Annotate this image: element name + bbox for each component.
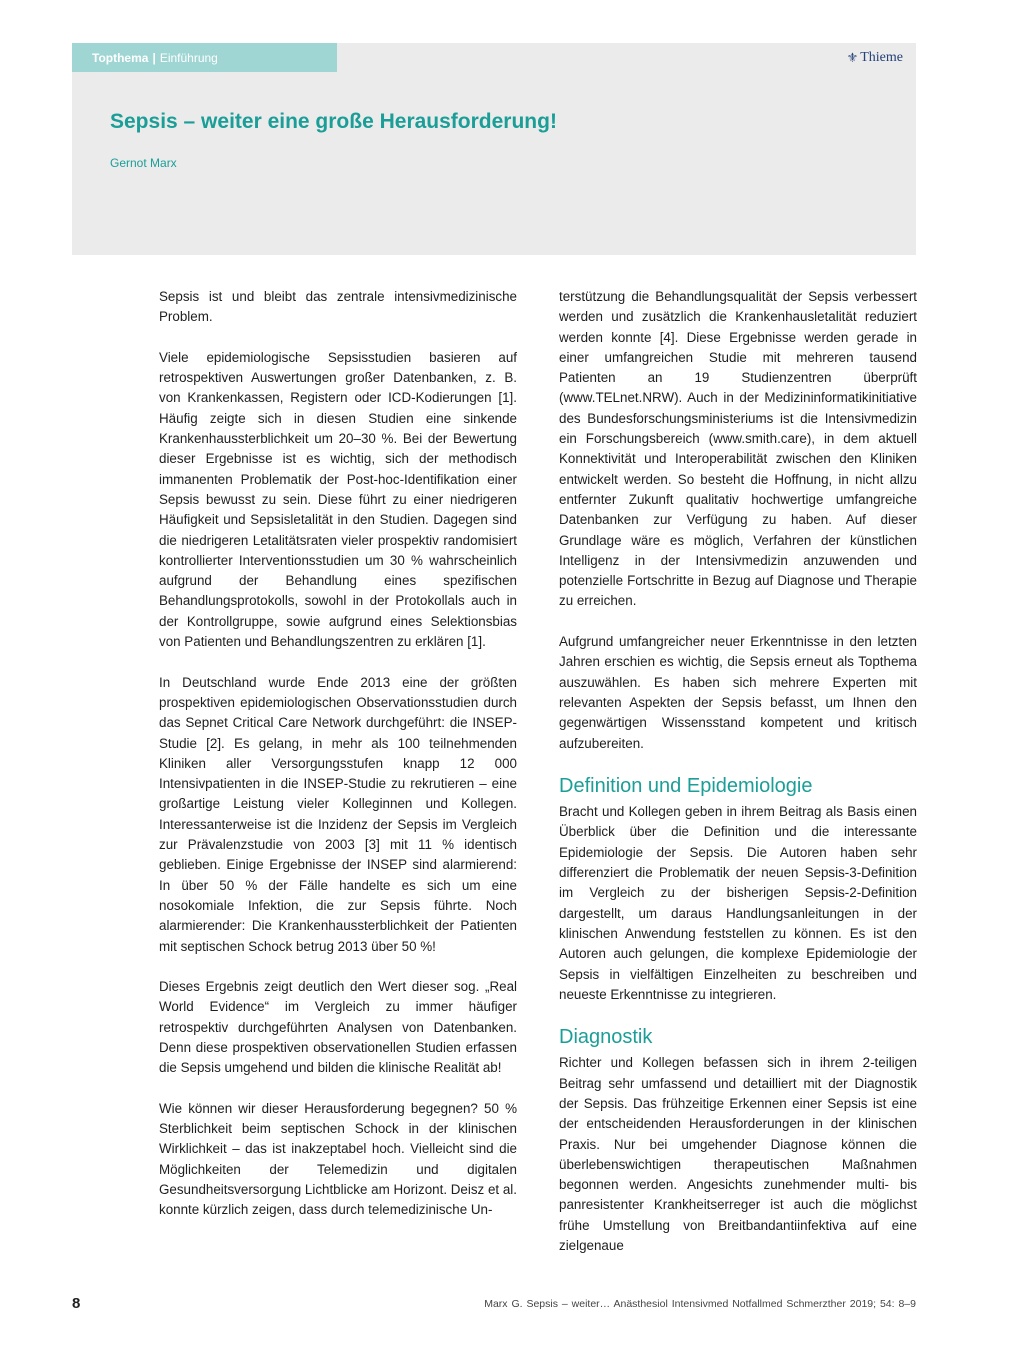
section-label: Topthema: [92, 50, 149, 65]
paragraph: Bracht und Kollegen geben in ihrem Beitrag als Basis einen Überblick über die Definition und die interessante Epidemiologie der Sepsis. Die Autoren haben sehr differenziert die Problematik der neuen Sepsis-3-Definition im Vergleich zu der bisherigen Sepsis-2-Definition dargestellt, um daraus Handlungsanleitungen in der klinischen Anwendung feststellen zu können. Es ist den Autoren auch gelungen, die komplexe Epidemiologie der Sepsis in vielfältigen Einzelheiten zu beschreiben und neueste Erkenntnisse zu integrieren.: [559, 804, 917, 1002]
paragraph: Sepsis ist und bleibt das zentrale intensivmedizinische Problem.: [159, 289, 517, 325]
section-tag: [72, 43, 337, 72]
paragraph: terstützung die Behandlungsqualität der Sepsis verbessert werden und zusätzlich die Krankenhausletalität reduziert werden konnte [4]. Diese Ergebnisse werden gerade in einer umfangreichen Studie mit mehreren tausend Patienten an 19 Studienzentren überprüft (www.TELnet.NRW). Auch in der Medizininformatikinitiative des Bundesforschungsministeriums ist die Intensivmedizin ein Forschungsbereich (www.smith.care), in dem aktuell Konnektivität und Interoperabilität zwischen den Kliniken entwickelt werden. So besteht die Hoffnung, in nicht allzu entfernter Zukunft qualitativ hochwertige umfangreiche Datenbanken zur Verfügung zu haben. Auf dieser Grundlage wäre es möglich, Verfahren der künstlichen Intelligenz in der Intensivmedizin anzuwenden und potenzielle Fortschritte in Bezug auf Diagnose und Therapie zu erreichen.: [559, 289, 917, 609]
publisher-logo: [847, 50, 903, 66]
publisher-name: Thieme: [860, 50, 903, 65]
header-band: [72, 43, 916, 255]
article-title: Sepsis – weiter eine große Herausforderung!: [110, 110, 557, 133]
section-heading-diagnostik: Diagnostik: [559, 1026, 653, 1049]
right-column: [559, 287, 917, 1256]
thieme-emblem-icon: ⚜: [846, 50, 859, 65]
footer-citation: Marx G. Sepsis – weiter… Anästhesiol Intensivmed Notfallmed Schmerzther 2019; 54: 8–9: [484, 1298, 916, 1310]
paragraph: Dieses Ergebnis zeigt deutlich den Wert dieser sog. „Real World Evidence“ im Vergleich zu immer häufiger retrospektiv durchgeführten Analysen von Datenbanken. Denn diese prospektiven observationellen Studien erfassen die Sepsis umgehend und bilden die klinische Realität ab!: [159, 979, 517, 1076]
section-separator: |: [152, 50, 156, 65]
paragraph: Richter und Kollegen befassen sich in ihrem 2-teiligen Beitrag sehr umfassend und detailliert mit der Diagnostik der Sepsis. Das frühzeitige Erkennen einer Sepsis ist eine der entscheidenden Herausforderungen in der klinischen Praxis. Nur bei umgehender Diagnose können die überlebenswichtigen therapeutischen Maßnahmen begonnen werden. Angesichts zunehmender multi- bis panresistenter Krankheitserreger ist auch die möglichst frühe Umstellung von Breitbandantiinfektiva auf eine zielgenaue: [559, 1055, 917, 1254]
paragraph: Viele epidemiologische Sepsisstudien basieren auf retrospektiven Auswertungen großer Datenbanken, z. B. von Krankenkassen, Registern oder ICD-Kodierungen [1]. Häufig zeigte sich in diesen Studien eine sinkende Krankenhaussterblichkeit um 20–30 %. Bei der Bewertung dieser Ergebnisse ist es wichtig, sich der methodisch immanenten Problematik der Post-hoc-Identifikation einer Sepsis bewusst zu sein. Diese führt zu einer niedrigeren Häufigkeit und Sepsisletalität in den Studien. Dagegen sind die niedrigeren Letalitätsraten vieler prospektiv randomisiert kontrollierter Interventionsstudien um 30 % wahrscheinlich aufgrund der Behandlung eines spezifischen Behandlungsprotokolls, sowohl in der Protokollals auch in der Kontrollgruppe, sowie aufgrund eines Selektionsbias von Patienten und Behandlungszentren zu erklären [1].: [159, 349, 517, 650]
paragraph: Aufgrund umfangreicher neuer Erkenntnisse in den letzten Jahren erschien es wichtig, die Sepsis erneut als Topthema auszuwählen. Es haben sich mehrere Experten mit relevanten Aspekten der Sepsis befasst, um Ihnen den gegenwärtigen Wissensstand kompetent und kritisch aufzubereiten.: [559, 634, 917, 751]
paragraph: In Deutschland wurde Ende 2013 eine der größten prospektiven epidemiologischen Observationsstudien durch das Sepnet Critical Care Network durchgeführt: die INSEP-Studie [2]. Es gelang, in mehr als 100 teilnehmenden Kliniken aller Versorgungsstufen knapp 12 000 Intensivpatienten in die INSEP-Studie zu rekrutieren – eine großartige Leistung vieler Kolleginnen und Kollegen. Interessanterweise ist die Inzidenz der Sepsis im Vergleich zur Prävalenzstudie von 2003 [3] mit 11 % identisch geblieben. Einige Ergebnisse der INSEP sind alarmierend: In über 50 % der Fälle handelte es sich um eine nosokomiale Infektion, die zur Sepsis führte. Noch alarmierender: Die Krankenhaussterblichkeit der Patienten mit septischen Schock betrug 2013 über 50 %!: [159, 674, 517, 954]
subsection-label: Einführung: [159, 50, 218, 65]
section-heading-definition: Definition und Epidemiologie: [559, 775, 813, 798]
left-column: [159, 287, 517, 1221]
article-author: Gernot Marx: [110, 156, 177, 170]
paragraph: Wie können wir dieser Herausforderung begegnen? 50 % Sterblichkeit beim septischen Schock in der klinischen Wirklichkeit – das ist inakzeptabel hoch. Vielleicht sind die Möglichkeiten der Telemedizin und digitalen Gesundheitsversorgung Lichtblicke am Horizont. Deisz et al. konnte kürzlich zeigen, dass durch telemedizinische Un-: [159, 1100, 517, 1218]
page-number: 8: [72, 1295, 81, 1312]
